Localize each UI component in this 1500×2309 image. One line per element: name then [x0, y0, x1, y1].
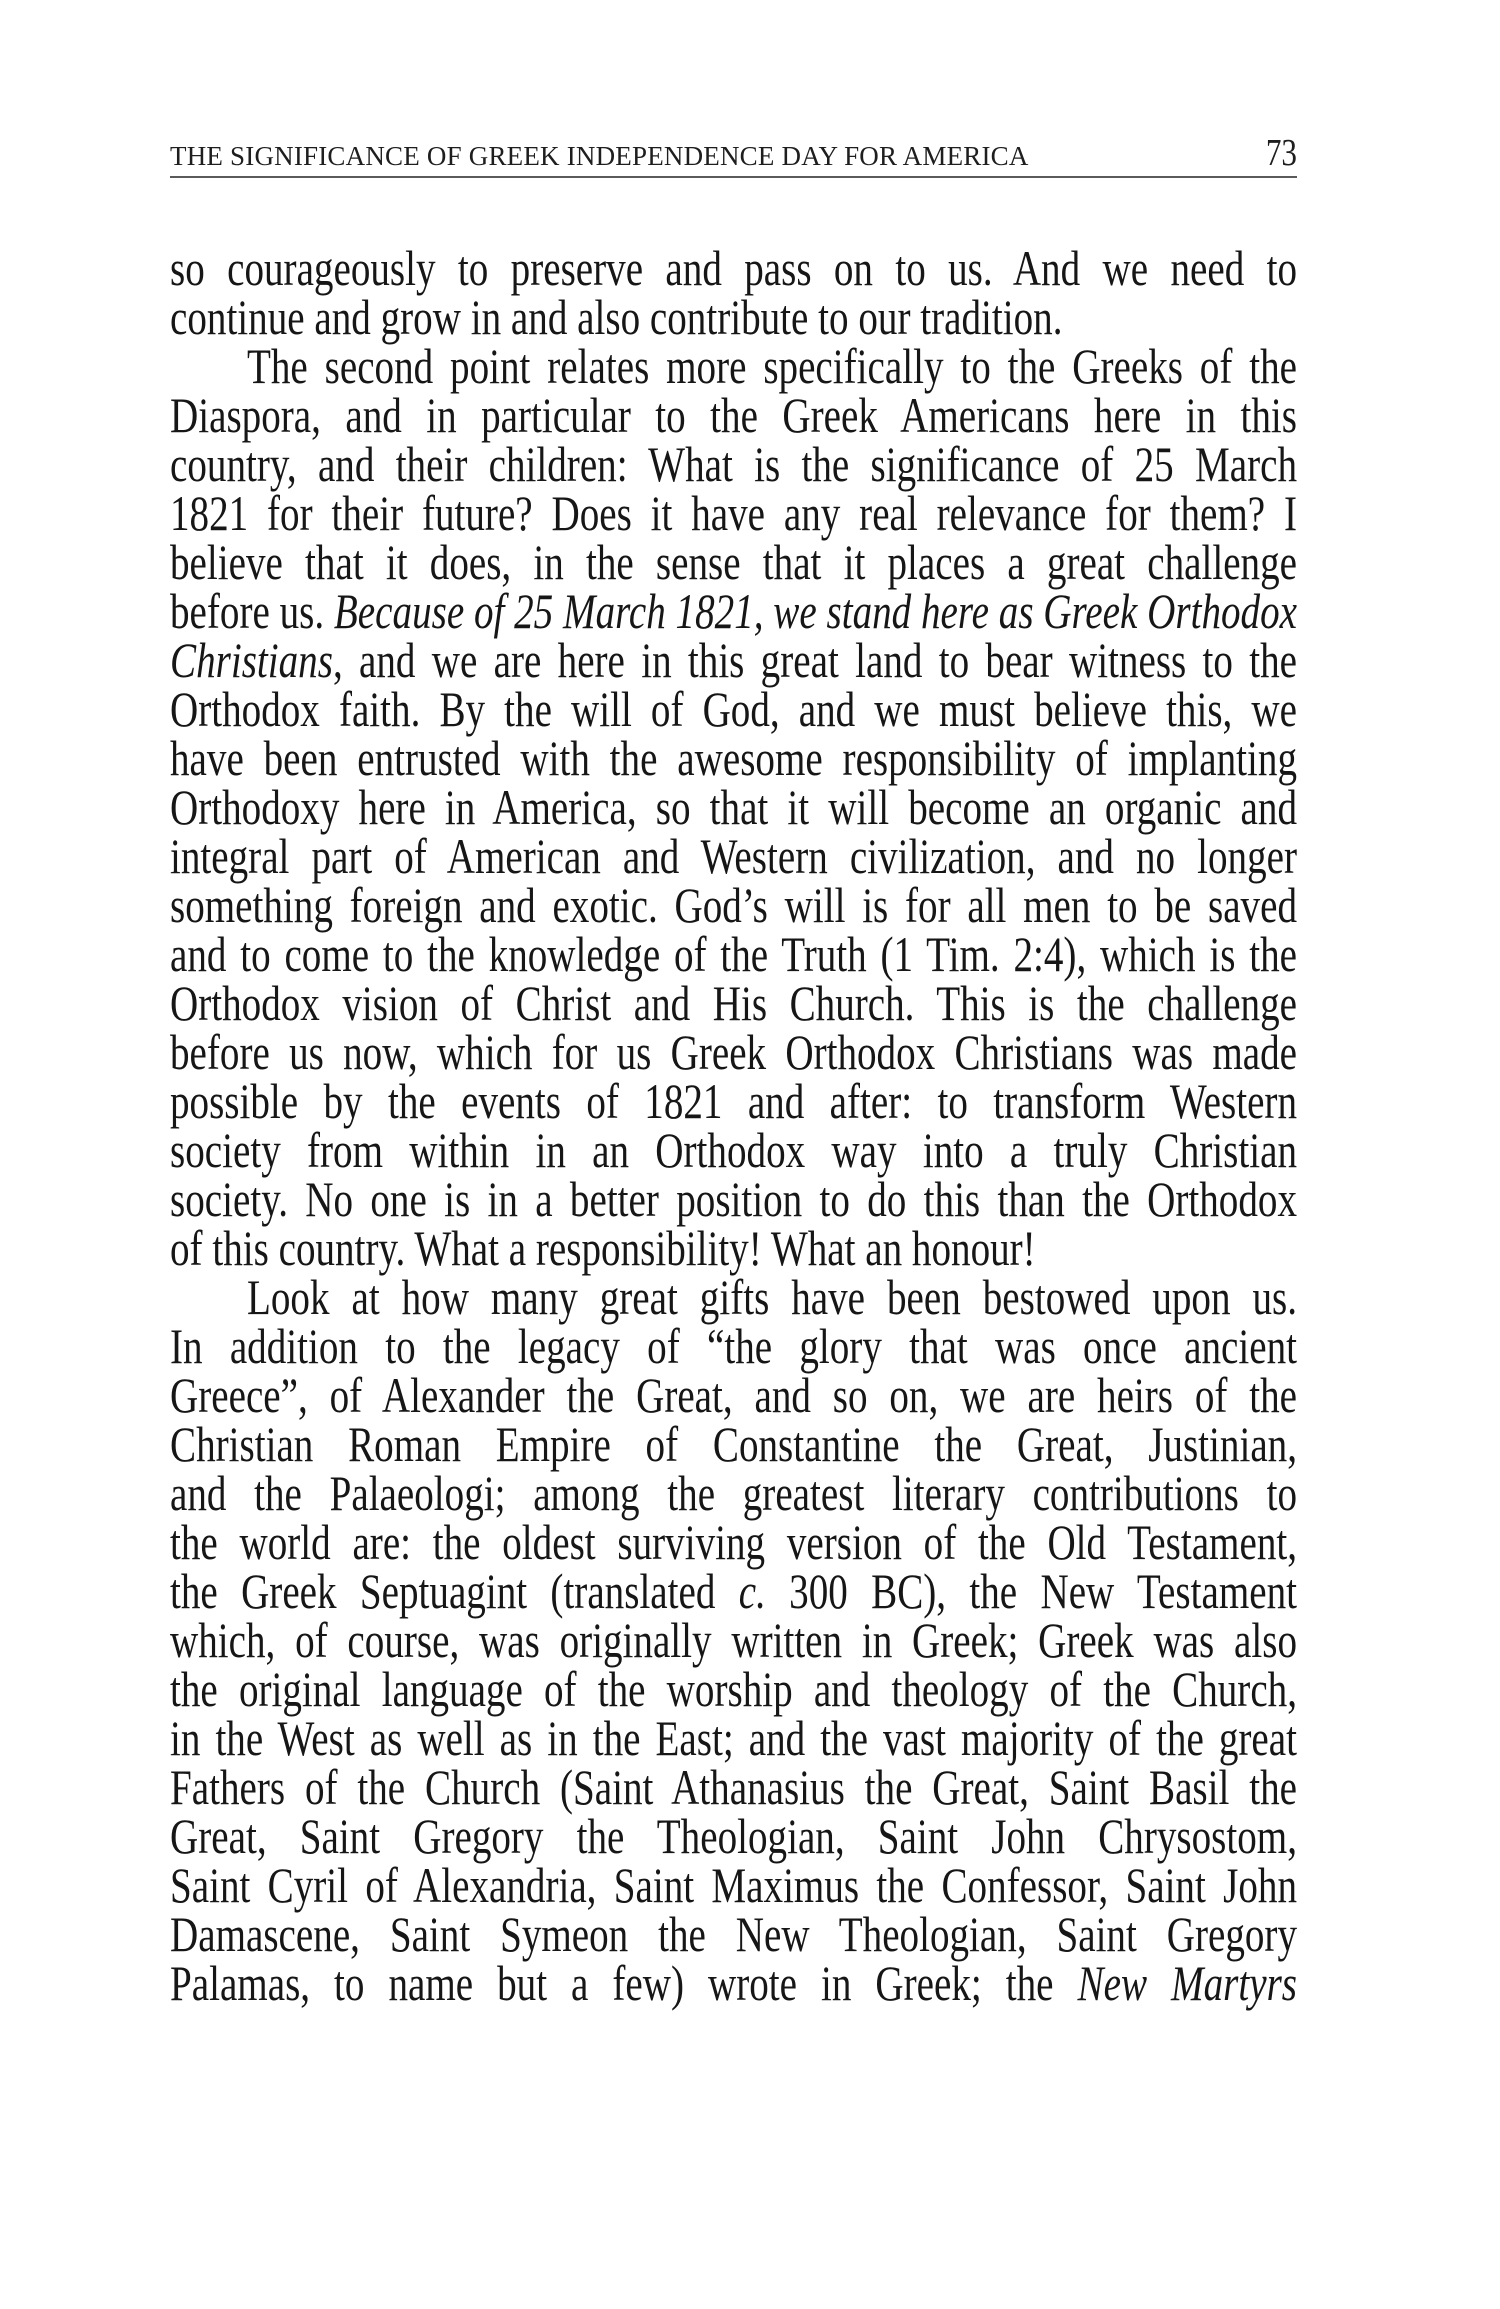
text-line-row: [170, 1857, 1297, 1913]
text-line: [170, 1465, 1297, 1521]
text-line-row: [170, 1906, 1297, 1962]
text-line-row: [170, 1661, 1297, 1717]
text-line: [170, 1710, 1297, 1766]
text-line-row: [170, 1759, 1297, 1815]
text-line-row: [170, 583, 1297, 639]
text-line-row: [170, 485, 1297, 541]
text-run: integral part of American and Western civilization, and no longer: [170, 828, 1297, 884]
text-run: Diaspora, and in particular to the Greek Americans here in this: [170, 387, 1297, 443]
text-run: society from within in an Orthodox way into a truly Christian: [170, 1122, 1297, 1178]
text-run: The second point relates more specifically to the Greeks of the: [247, 338, 1297, 394]
text-run: Christian Roman Empire of Constantine the Great, Justinian,: [170, 1416, 1297, 1472]
text-line-row: [170, 828, 1297, 884]
text-line: [170, 779, 1297, 835]
text-line-row: [170, 387, 1297, 443]
text-run: the original language of the worship and theology of the Church,: [170, 1661, 1297, 1717]
text-line-row: [170, 1710, 1297, 1766]
text-line-row: [170, 1465, 1297, 1521]
text-run: , and we are here in this great land to bear witness to the: [332, 632, 1297, 688]
italic-text: New Martyrs: [1077, 1955, 1297, 2011]
text-run: Great, Saint Gregory the Theologian, Saint John Chrysostom,: [170, 1808, 1297, 1864]
text-run: Look at how many great gifts have been bestowed upon us.: [247, 1269, 1297, 1325]
text-run: which, of course, was originally written in Greek; Greek was also: [170, 1612, 1297, 1668]
text-line: [170, 632, 1297, 688]
text-line: [170, 1612, 1297, 1668]
text-run: before us now, which for us Greek Orthodox Christians was made: [170, 1024, 1297, 1080]
text-line: [170, 1367, 1297, 1423]
text-line-row: [170, 1122, 1297, 1178]
text-line-row: [170, 289, 1297, 345]
text-run: the Greek Septuagint (translated: [170, 1563, 739, 1619]
text-line: [247, 1269, 1297, 1325]
text-run: 1821 for their future? Does it have any real relevance for them? I: [170, 485, 1297, 541]
text-line: [170, 1122, 1297, 1178]
text-run: 300 BC), the New Testament: [765, 1563, 1297, 1619]
text-line-row: [170, 1220, 1297, 1276]
text-line-row: [170, 926, 1297, 982]
page-number: 73: [1265, 132, 1297, 174]
text-run: Palamas, to name but a few) wrote in Greek; the: [170, 1955, 1078, 2011]
text-line: [170, 1073, 1297, 1129]
text-line-row: [170, 877, 1297, 933]
text-line-row: [170, 1955, 1297, 2011]
text-line: [170, 1955, 1297, 2011]
text-line-row: [170, 1514, 1297, 1570]
text-line: [170, 387, 1297, 443]
text-run: society. No one is in a better position to do this than the Orthodox: [170, 1171, 1297, 1227]
text-line: [170, 1906, 1297, 1962]
text-run: possible by the events of 1821 and after: to transform Western: [170, 1073, 1297, 1129]
text-line-row: [170, 779, 1297, 835]
text-run: Saint Cyril of Alexandria, Saint Maximus the Confessor, Saint John: [170, 1857, 1297, 1913]
text-line-row: [170, 1808, 1297, 1864]
text-line: [170, 1318, 1297, 1374]
text-run: Fathers of the Church (Saint Athanasius the Great, Saint Basil the: [170, 1759, 1297, 1815]
text-line-row: [170, 632, 1297, 688]
text-run: the world are: the oldest surviving version of the Old Testament,: [170, 1514, 1297, 1570]
text-run: before us.: [170, 583, 334, 639]
text-run: and the Palaeologi; among the greatest literary contributions to: [170, 1465, 1297, 1521]
text-line-row: [170, 1416, 1297, 1472]
text-line: [170, 1024, 1297, 1080]
text-run: so courageously to preserve and pass on to us. And we need to: [170, 240, 1297, 296]
text-line: [170, 975, 1297, 1031]
text-run: In addition to the legacy of “the glory that was once ancient: [170, 1318, 1297, 1374]
text-line-row: [170, 1318, 1297, 1374]
text-line: [170, 534, 1297, 590]
text-run: and to come to the knowledge of the Truth (1 Tim. 2:4), which is the: [170, 926, 1297, 982]
text-line: [170, 1661, 1297, 1717]
text-line-row: [170, 436, 1297, 492]
text-line: [170, 1416, 1297, 1472]
text-line: [170, 1171, 1297, 1227]
text-run: something foreign and exotic. God’s will is for all men to be saved: [170, 877, 1297, 933]
text-run: country, and their children: What is the significance of 25 March: [170, 436, 1297, 492]
text-line-row: [170, 1024, 1297, 1080]
text-line: [170, 583, 1297, 639]
text-line-row: [170, 1269, 1297, 1325]
text-line: [170, 1759, 1297, 1815]
text-line-row: [170, 534, 1297, 590]
italic-text: Because of 25 March 1821, we stand here as Greek Orthodox: [333, 583, 1297, 639]
text-line-row: [170, 240, 1297, 296]
text-line-row: [170, 1563, 1297, 1619]
text-run: Orthodox vision of Christ and His Church. This is the challenge: [170, 975, 1297, 1031]
header-rule: [170, 176, 1297, 178]
text-line: [170, 877, 1297, 933]
text-line-row: [170, 1367, 1297, 1423]
text-line: [170, 926, 1297, 982]
text-line: [170, 828, 1297, 884]
text-line: [170, 1514, 1297, 1570]
text-line: [170, 681, 1297, 737]
running-head-title: THE SIGNIFICANCE OF GREEK INDEPENDENCE DAY FOR AMERICA: [170, 141, 1029, 171]
text-run: believe that it does, in the sense that it places a great challenge: [170, 534, 1297, 590]
text-run: in the West as well as in the East; and the vast majority of the great: [170, 1710, 1297, 1766]
text-line: [170, 1857, 1297, 1913]
text-line: [170, 436, 1297, 492]
text-line: [247, 338, 1297, 394]
text-line-row: [170, 730, 1297, 786]
text-run: Orthodoxy here in America, so that it will become an organic and: [170, 779, 1297, 835]
text-run: Greece”, of Alexander the Great, and so on, we are heirs of the: [170, 1367, 1297, 1423]
text-line-row: [170, 338, 1297, 394]
text-run: of this country. What a responsibility! What an honour!: [170, 1220, 1036, 1276]
italic-text: Christians: [170, 632, 333, 688]
text-line-row: [170, 1073, 1297, 1129]
text-line: [170, 1563, 1297, 1619]
paragraph: [170, 240, 1297, 345]
text-line-row: [170, 681, 1297, 737]
text-run: continue and grow in and also contribute to our tradition.: [170, 289, 1063, 345]
text-line: [170, 485, 1297, 541]
text-line: [170, 1808, 1297, 1864]
text-line-row: [170, 1612, 1297, 1668]
text-run: have been entrusted with the awesome responsibility of implanting: [170, 730, 1297, 786]
text-line-row: [170, 975, 1297, 1031]
text-line: [170, 730, 1297, 786]
text-line: [170, 240, 1297, 296]
running-head: [170, 132, 1297, 177]
paragraph: [170, 338, 1297, 1276]
text-line: [170, 289, 1063, 345]
text-line-row: [170, 1171, 1297, 1227]
paragraph: [170, 1269, 1297, 2011]
text-line: [170, 1220, 1036, 1276]
italic-text: c.: [738, 1563, 766, 1619]
text-run: Orthodox faith. By the will of God, and we must believe this, we: [170, 681, 1297, 737]
text-run: Damascene, Saint Symeon the New Theologian, Saint Gregory: [170, 1906, 1297, 1962]
body-text: [170, 240, 1297, 2011]
